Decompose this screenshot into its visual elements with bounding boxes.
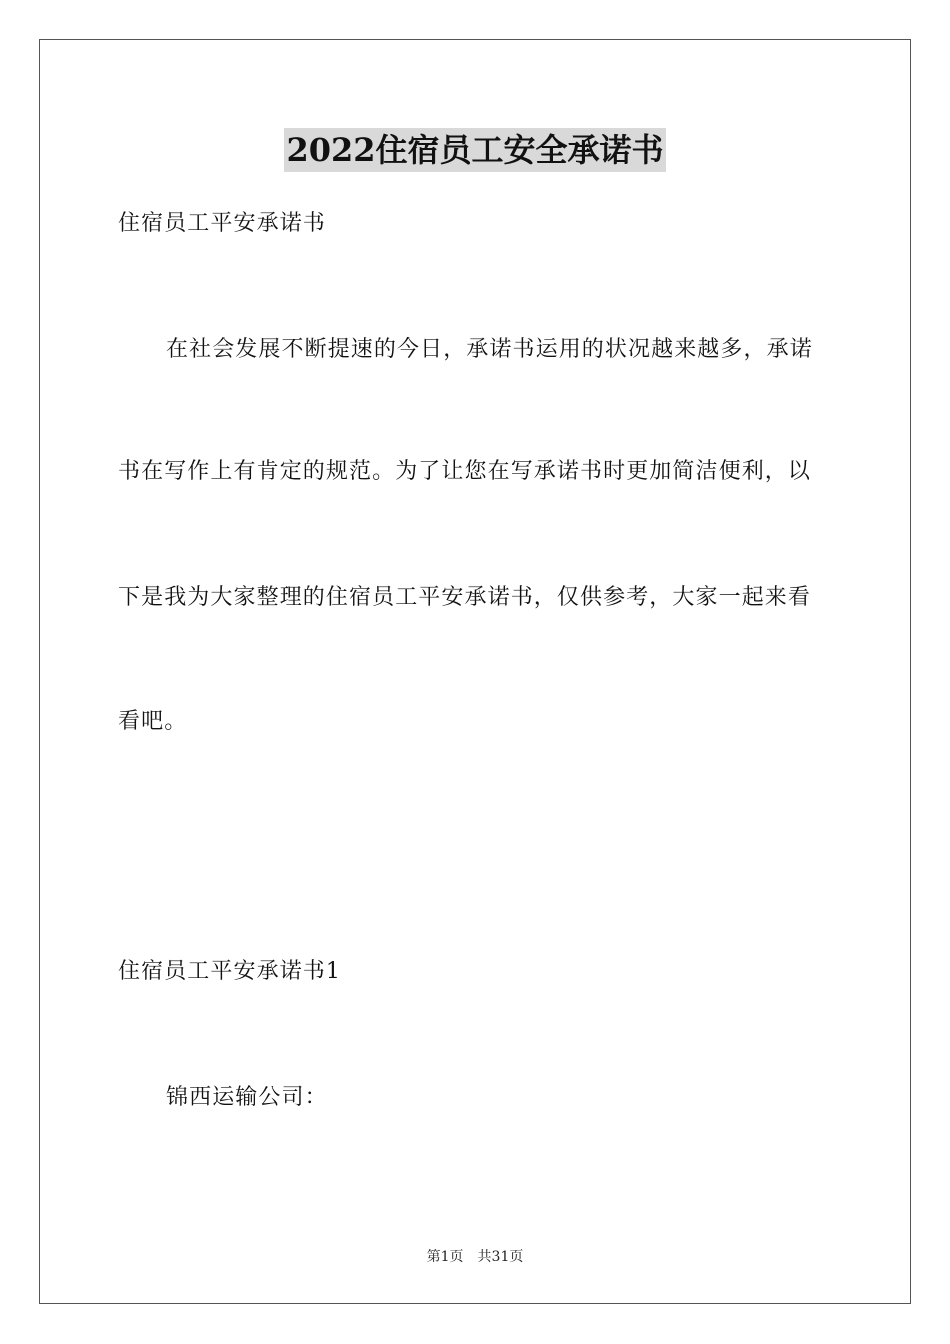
page-total: 共31页 xyxy=(477,1249,524,1265)
intro-line-3: 下是我为大家整理的住宿员工平安承诺书，仅供参考，大家一起来看 xyxy=(118,585,812,610)
document-title-wrapper xyxy=(0,128,950,178)
salutation: 锦西运输公司： xyxy=(166,1085,328,1110)
section-heading: 住宿员工平安承诺书1 xyxy=(118,959,341,984)
page-footer xyxy=(0,1247,950,1267)
document-subtitle: 住宿员工平安承诺书 xyxy=(118,211,326,236)
page-number: 第1页 xyxy=(426,1249,464,1265)
document-title: 2022住宿员工安全承诺书 xyxy=(284,128,665,172)
intro-line-2: 书在写作上有肯定的规范。为了让您在写承诺书时更加简洁便利，以 xyxy=(118,459,812,484)
intro-line-4: 看吧。 xyxy=(118,709,188,734)
intro-line-1: 在社会发展不断提速的今日，承诺书运用的状况越来越多，承诺 xyxy=(166,337,813,362)
